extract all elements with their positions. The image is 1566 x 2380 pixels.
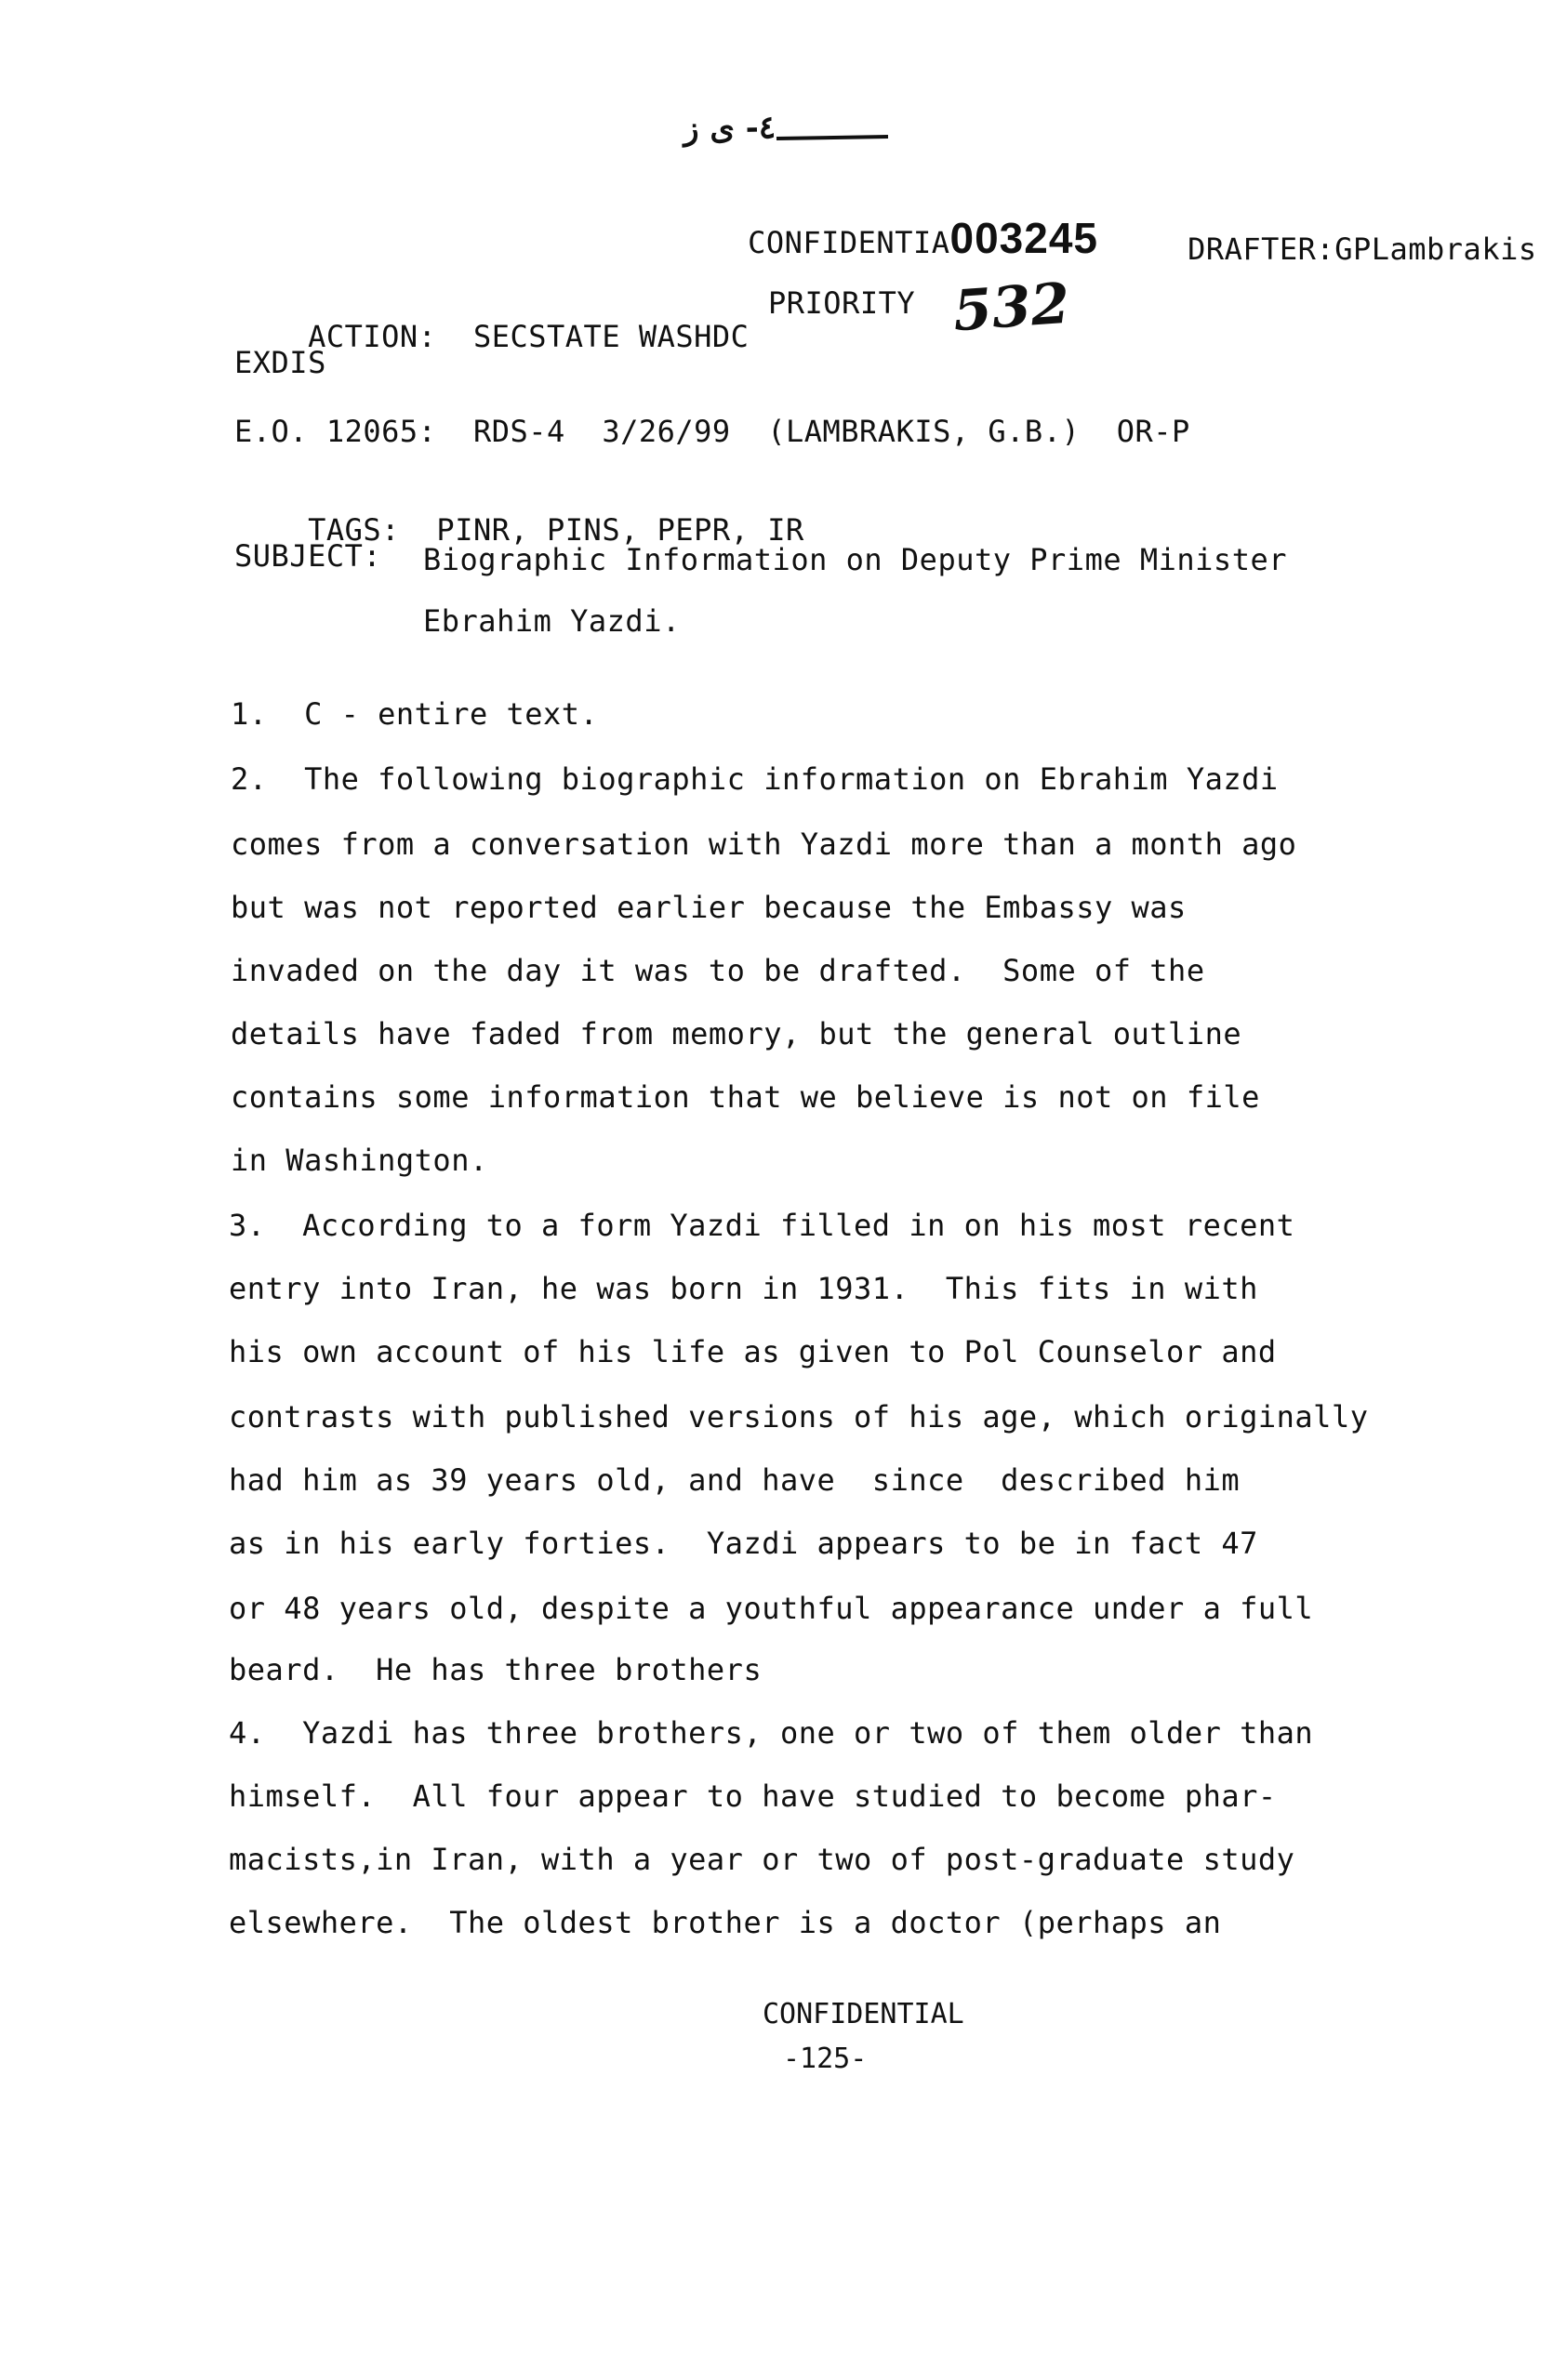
drafter-name: GPLambrakis xyxy=(1334,231,1537,267)
subject-label: SUBJECT: xyxy=(234,538,382,574)
eo-line: E.O. 12065: RDS-4 3/26/99 (LAMBRAKIS, G.B.) OR-P xyxy=(234,414,1190,449)
body-line-6: details have faded from memory, but the general outline xyxy=(231,1016,1242,1051)
priority-handwritten: 532 xyxy=(950,271,1072,345)
drafter-line xyxy=(1114,193,1537,305)
body-line-2: 2. The following biographic information on Ebrahim Yazdi xyxy=(231,761,1279,797)
body-line-4: but was not reported earlier because the Embassy was xyxy=(231,890,1187,925)
page-number: -125- xyxy=(783,2043,868,2075)
body-line-15: or 48 years old, despite a youthful appearance under a full xyxy=(229,1591,1314,1626)
footer-classification: CONFIDENTIAL xyxy=(763,1998,964,2030)
action-value: SECSTATE WASHDC xyxy=(472,319,750,354)
body-line-7: contains some information that we believe is not on file xyxy=(231,1079,1260,1115)
document-number: 003245 xyxy=(949,214,1098,262)
body-line-11: his own account of his life as given to Pol Counselor and xyxy=(229,1334,1277,1369)
body-line-19: macists,in Iran, with a year or two of post-graduate study xyxy=(229,1842,1295,1877)
subject-line-1: Biographic Information on Deputy Prime Minister xyxy=(423,542,1287,577)
body-line-18: himself. All four appear to have studied to become phar- xyxy=(229,1778,1277,1814)
distribution-line: EXDIS xyxy=(234,345,326,380)
drafter-label: DRAFTER: xyxy=(1188,231,1335,267)
handwritten-annotation: ٤- ی ز xyxy=(683,109,776,148)
body-line-17: 4. Yazdi has three brothers, one or two of them older than xyxy=(229,1715,1314,1751)
body-line-13: had him as 39 years old, and have since described him xyxy=(229,1462,1241,1498)
subject-line-2: Ebrahim Yazdi. xyxy=(423,603,681,639)
tags-value: PINR, PINS, PEPR, IR xyxy=(436,512,804,548)
classification-prefix: CONFIDENTIA xyxy=(748,225,950,260)
body-line-8: in Washington. xyxy=(231,1143,488,1178)
body-line-5: invaded on the day it was to be drafted. Some of the xyxy=(231,953,1205,988)
body-line-20: elsewhere. The oldest brother is a doctor (perhaps an xyxy=(229,1905,1222,1940)
body-line-14: as in his early forties. Yazdi appears to be in fact 47 xyxy=(229,1526,1258,1561)
priority-label: PRIORITY xyxy=(768,285,916,321)
body-line-12: contrasts with published versions of his age, which originally xyxy=(229,1399,1369,1435)
tags-label: TAGS: xyxy=(308,512,400,548)
action-label: ACTION: xyxy=(308,319,437,354)
body-line-1: 1. C - entire text. xyxy=(231,696,599,732)
body-line-10: entry into Iran, he was born in 1931. This fits in with xyxy=(229,1271,1258,1306)
handwritten-underline xyxy=(776,135,888,140)
body-line-16: beard. He has three brothers xyxy=(229,1652,763,1687)
body-line-3: comes from a conversation with Yazdi more than a month ago xyxy=(231,826,1297,862)
body-line-9: 3. According to a form Yazdi filled in on his most recent xyxy=(229,1208,1295,1243)
